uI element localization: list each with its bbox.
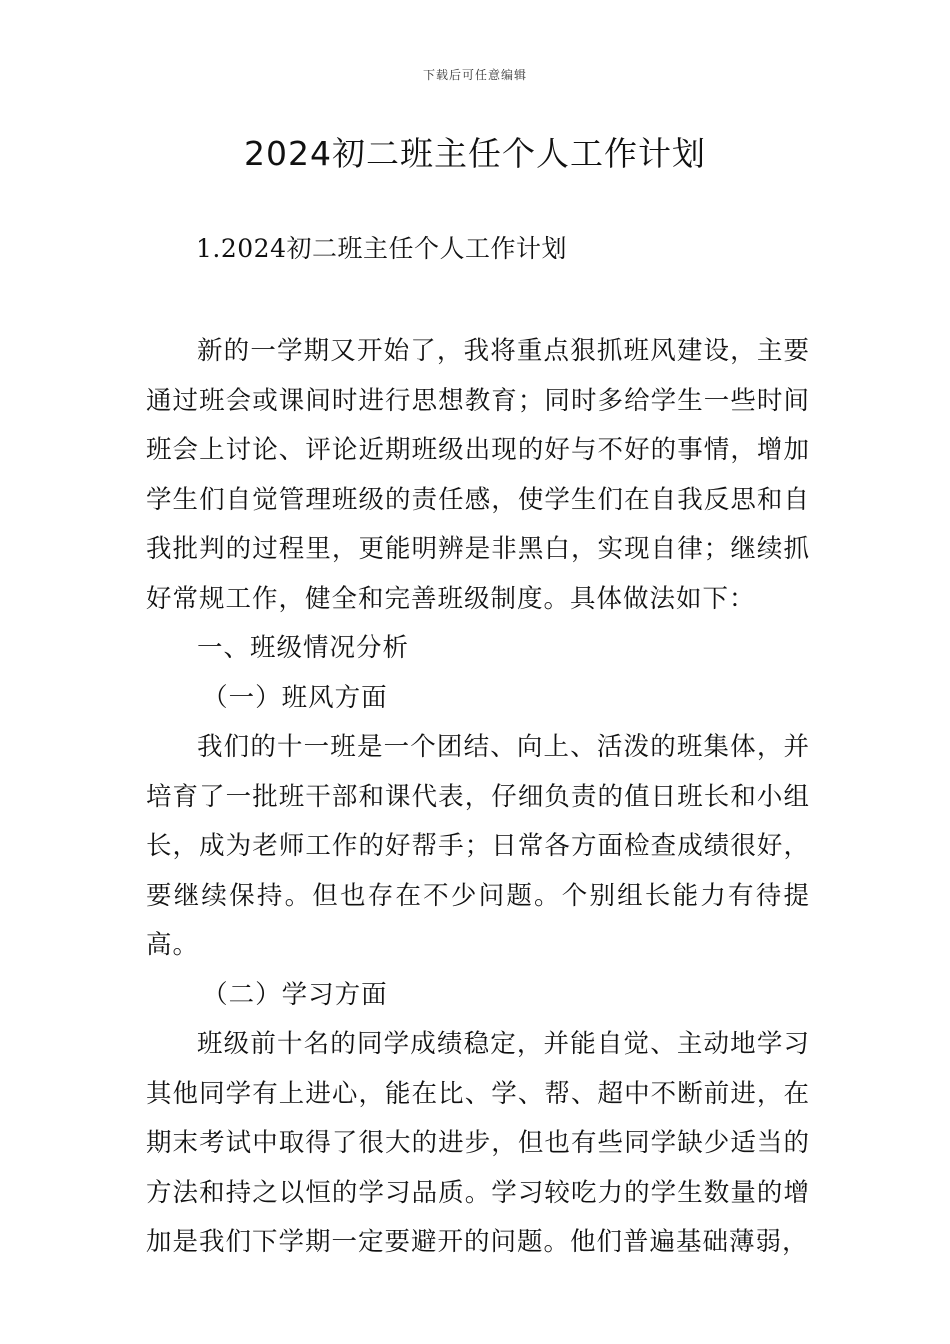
document-body bbox=[146, 327, 810, 1268]
section-heading-class-analysis: 一、班级情况分析 bbox=[197, 633, 410, 663]
subsection-heading-class-style: （一）班风方面 bbox=[202, 682, 388, 713]
intro-paragraph: 新的一学期又开始了，我将重点狠抓班风建设，主要通过班会或课间时进行思想教育；同时多给学生一些时间班会上讨论、评论近期班级出现的好与不好的事情，增加学生们自觉管理班级的责任感，使学生们在自我反思和自我批判的过程里，更能明辨是非黑白，实现自律；继续抓好常规工作，健全和完善班级制度。具体做法如下： bbox=[146, 336, 810, 614]
class-style-paragraph: 我们的十一班是一个团结、向上、活泼的班集体，并培育了一批班干部和课代表，仔细负责的值日班长和小组长，成为老师工作的好帮手；日常各方面检查成绩很好，要继续保持。但也存在不少问题。个别组长能力有待提高。 bbox=[146, 732, 810, 960]
study-paragraph: 班级前十名的同学成绩稳定，并能自觉、主动地学习其他同学有上进心，能在比、学、帮、超中不断前进，在期末考试中取得了很大的进步，但也有些同学缺少适当的方法和持之以恒的学习品质。学习较吃力的学生数量的增加是我们下学期一定要避开的问题。他们普遍基础薄弱， bbox=[146, 1029, 810, 1257]
subsection-heading-study: （二）学习方面 bbox=[202, 979, 388, 1010]
header-note: 下载后可任意编辑 bbox=[422, 68, 527, 82]
section-heading: 1.2024初二班主任个人工作计划 bbox=[196, 234, 567, 263]
document-title: 2024初二班主任个人工作计划 bbox=[244, 134, 706, 173]
